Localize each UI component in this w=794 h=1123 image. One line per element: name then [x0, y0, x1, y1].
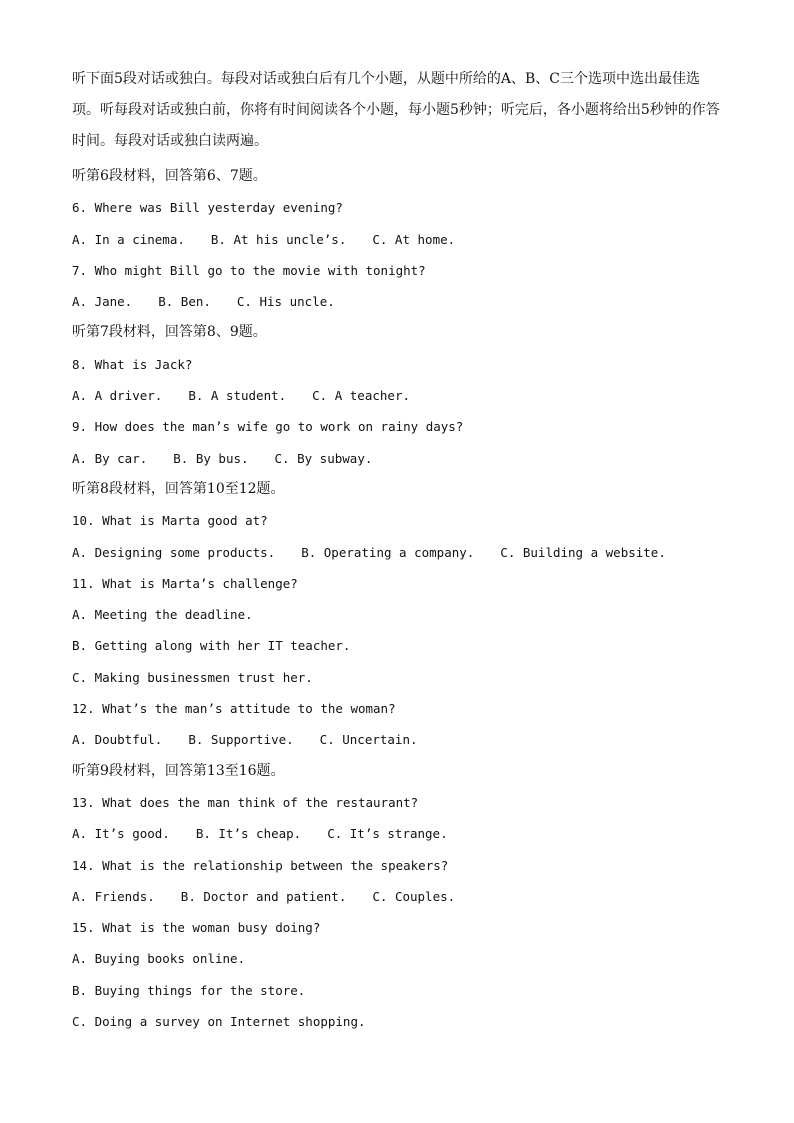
- section-heading-8: 听第8段材料，回答第10至12题。: [72, 480, 285, 497]
- q15-option-b: B. Buying things for the store.: [72, 982, 306, 998]
- q9-option-b: B. By bus.: [173, 450, 249, 466]
- question-13-options: [72, 818, 722, 849]
- question-7-stem: 7. Who might Bill go to the movie with tonight?: [72, 262, 426, 278]
- q14-option-c: C. Couples.: [372, 888, 456, 904]
- question-14-stem: 14. What is the relationship between the speakers?: [72, 857, 449, 873]
- q10-option-c: C. Building a website.: [500, 544, 666, 560]
- q11-option-a: A. Meeting the deadline.: [72, 607, 253, 623]
- q8-option-a: A. A driver.: [72, 388, 163, 404]
- question-15-stem: 15. What is the woman busy doing?: [72, 920, 321, 936]
- q7-option-c: C. His uncle.: [236, 294, 335, 310]
- question-11-stem: 11. What is Marta’s challenge?: [72, 575, 298, 591]
- q12-option-b: B. Supportive.: [188, 732, 294, 748]
- q10-option-a: A. Designing some products.: [72, 544, 276, 560]
- question-8-options: [72, 380, 722, 411]
- q9-option-a: A. By car.: [72, 450, 148, 466]
- question-9-options: [72, 443, 722, 474]
- question-9-stem: 9. How does the man’s wife go to work on rainy days?: [72, 419, 464, 435]
- q10-option-b: B. Operating a company.: [301, 544, 475, 560]
- question-10-stem: 10. What is Marta good at?: [72, 513, 268, 529]
- q9-option-c: C. By subway.: [274, 450, 373, 466]
- q12-option-a: A. Doubtful.: [72, 732, 163, 748]
- question-8-stem: 8. What is Jack?: [72, 356, 193, 372]
- q14-option-a: A. Friends.: [72, 888, 155, 904]
- question-14-options: [72, 881, 722, 912]
- question-10-options: [72, 537, 722, 568]
- page-content: [72, 64, 722, 1037]
- q11-option-b: B. Getting along with her IT teacher.: [72, 638, 351, 654]
- q7-option-b: B. Ben.: [158, 294, 211, 310]
- q6-option-a: A. In a cinema.: [72, 231, 185, 247]
- q8-option-b: B. A student.: [188, 388, 287, 404]
- question-13-stem: 13. What does the man think of the restaurant?: [72, 794, 419, 810]
- instructions-paragraph: 听下面5段对话或独白。每段对话或独白后有几个小题，从题中所给的A、B、C三个选项中选出最佳选项。听每段对话或独白前，你将有时间阅读各个小题，每小题5秒钟；听完后，各小题将给出5秒钟的作答时间。每段对话或独白读两遍。: [72, 71, 720, 149]
- q13-option-c: C. It’s strange.: [327, 826, 448, 842]
- section-heading-9: 听第9段材料，回答第13至16题。: [72, 762, 285, 779]
- q15-option-c: C. Doing a survey on Internet shopping.: [72, 1014, 366, 1030]
- question-7-options: [72, 286, 722, 317]
- q14-option-b: B. Doctor and patient.: [180, 888, 347, 904]
- q11-option-c: C. Making businessmen trust her.: [72, 669, 313, 685]
- section-heading-6: 听第6段材料，回答第6、7题。: [72, 168, 267, 184]
- q7-option-a: A. Jane.: [72, 294, 133, 310]
- q13-option-a: A. It’s good.: [72, 826, 170, 842]
- question-6-options: [72, 224, 722, 255]
- q12-option-c: C. Uncertain.: [319, 732, 418, 748]
- question-12-stem: 12. What’s the man’s attitude to the woman?: [72, 701, 396, 717]
- q6-option-b: B. At his uncle’s.: [210, 231, 347, 247]
- section-heading-7: 听第7段材料，回答第8、9题。: [72, 324, 267, 341]
- q15-option-a: A. Buying books online.: [72, 951, 246, 967]
- question-6-stem: 6. Where was Bill yesterday evening?: [72, 200, 343, 216]
- question-12-options: [72, 724, 722, 755]
- q13-option-b: B. It’s cheap.: [195, 826, 302, 842]
- q6-option-c: C. At home.: [372, 231, 456, 247]
- q8-option-c: C. A teacher.: [312, 388, 410, 404]
